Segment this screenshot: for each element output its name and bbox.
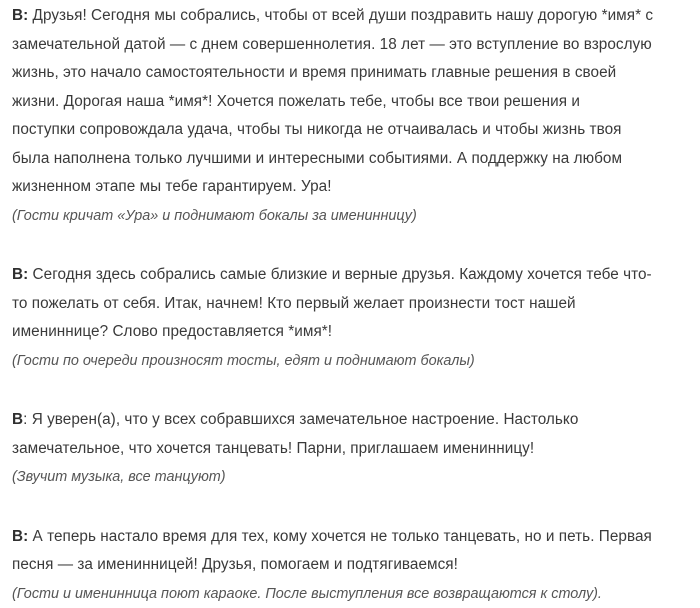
speech-line: песня — за именинницей! Друзья, помогаем и подтягиваемся! (12, 551, 696, 580)
paragraph-gap (12, 492, 696, 523)
stage-direction: (Гости кричат «Ура» и поднимают бокалы за именинницу) (12, 202, 696, 231)
speech-text: Друзья! Сегодня мы собрались, чтобы от всей души поздравить нашу дорогую *имя* с (28, 7, 653, 24)
paragraph-gap (12, 375, 696, 406)
speech-line (12, 261, 696, 290)
stage-direction: (Гости по очереди произносят тосты, едят и поднимают бокалы) (12, 347, 696, 376)
speech-line (12, 406, 696, 435)
speech-line: то пожелать от себя. Итак, начнем! Кто первый желает произнести тост нашей (12, 290, 696, 319)
speech-line: имениннице? Слово предоставляется *имя*! (12, 318, 696, 347)
speech-line (12, 523, 696, 552)
speaker-label: В: (12, 528, 28, 545)
speech-block-4 (12, 523, 696, 608)
speech-text: Сегодня здесь собрались самые близкие и верные друзья. Каждому хочется тебе что- (28, 266, 651, 283)
speaker-label: В: (12, 7, 28, 24)
speech-line: жизнь, это начало самостоятельности и время принимать главные решения в своей (12, 59, 696, 88)
speech-line: жизни. Дорогая наша *имя*! Хочется пожелать тебе, чтобы все твои решения и (12, 88, 696, 117)
speech-line: замечательной датой — с днем совершеннолетия. 18 лет — это вступление во взрослую (12, 31, 696, 60)
speech-line (12, 2, 696, 31)
scenario-document (12, 2, 696, 608)
stage-direction: (Звучит музыка, все танцуют) (12, 463, 696, 492)
speaker-label: В: (12, 266, 28, 283)
speech-block-2 (12, 261, 696, 375)
speech-text: : Я уверен(а), что у всех собравшихся замечательное настроение. Настолько (23, 411, 578, 428)
speech-block-3 (12, 406, 696, 492)
speech-line: замечательное, что хочется танцевать! Парни, приглашаем именинницу! (12, 435, 696, 464)
speech-line: жизненном этапе мы тебе гарантируем. Ура! (12, 173, 696, 202)
speech-line: была наполнена только лучшими и интересными событиями. А поддержку на любом (12, 145, 696, 174)
stage-direction: (Гости и именинница поют караоке. После выступления все возвращаются к столу). (12, 580, 696, 608)
speech-line: поступки сопровождала удача, чтобы ты никогда не отчаивалась и чтобы жизнь твоя (12, 116, 696, 145)
speaker-label: В (12, 411, 23, 428)
speech-block-1 (12, 2, 696, 230)
paragraph-gap (12, 230, 696, 261)
speech-text: А теперь настало время для тех, кому хочется не только танцевать, но и петь. Первая (28, 528, 652, 545)
